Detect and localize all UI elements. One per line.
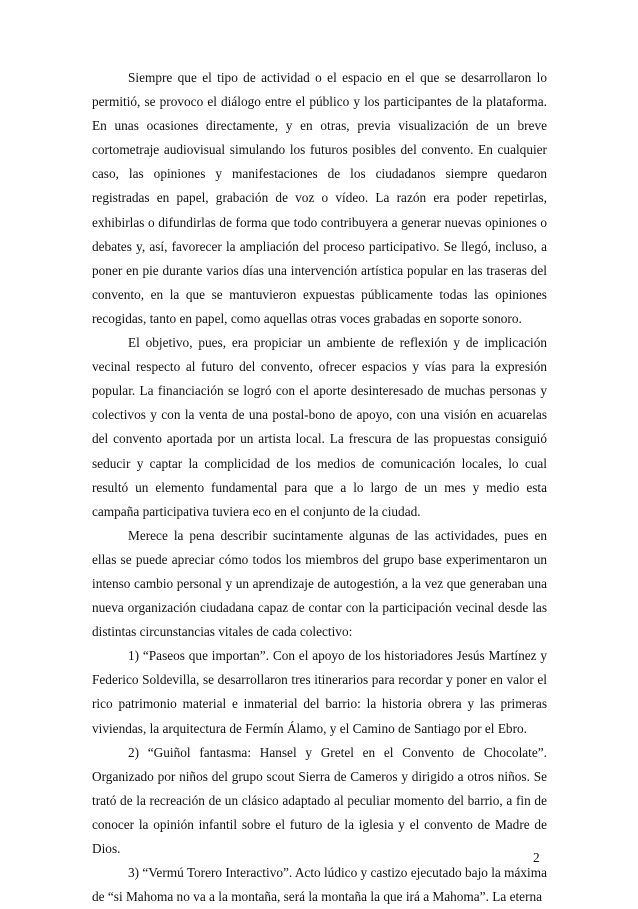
- paragraph-activities-intro: Merece la pena describir sucintamente algunas de las actividades, pues en ellas se puede apreciar cómo todos los miembros del grupo base experimentaron un intenso cambio personal y un aprendizaje de autogestión, a la vez que generaban una nueva organización ciudadana capaz de contar con la participación vecinal desde las distintas circunstancias vitales de cada colectivo:: [92, 527, 547, 640]
- paragraph-participation-dialogue: Siempre que el tipo de actividad o el espacio en el que se desarrollaron lo permitió, se provoco el diálogo entre el público y los participantes de la plataforma. En unas ocasiones directamente, y en otras, previa visualización de un breve cortometraje audiovisual simulando los futuros posibles del convento. En cualquier caso, las opiniones y manifestaciones de los ciudadanos siempre quedaron registradas en papel, grabación de voz o vídeo. La razón era poder repetirlas, exhibirlas o difundirlas de forma que todo contribuyera a generar nuevas opiniones o debates y, así, favorecer la ampliación del proceso participativo. Se llegó, incluso, a poner en pie durante varios días una intervención artística popular en las traseras del convento, en la que se mantuvieron expuestas públicamente todas las opiniones recogidas, tanto en papel, como aquellas otras voces grabadas en soporte sonoro.: [92, 70, 547, 326]
- paragraph-objective: El objetivo, pues, era propiciar un ambiente de reflexión y de implicación vecinal respecto al futuro del convento, ofrecer espacios y vías para la expresión popular. La financiación se logró con el aporte desinteresado de muchas personas y colectivos y con la venta de una postal-bono de apoyo, con una visión en acuarelas del convento aportada por un artista local. La frescura de las propuestas consiguió seducir y captar la complicidad de los medios de comunicación locales, lo cual resultó un elemento fundamental para que a lo largo de un mes y medio esta campaña participativa tuviera eco en el conjunto de la ciudad.: [92, 335, 547, 519]
- paragraph-activity-3: 3) “Vermú Torero Interactivo”. Acto lúdico y castizo ejecutado bajo la máxima de “si Mahoma no va a la montaña, será la montaña la que irá a Mahoma”. La eterna: [92, 865, 547, 905]
- paragraph-activity-1: 1) “Paseos que importan”. Con el apoyo de los historiadores Jesús Martínez y Federico Soldevilla, se desarrollaron tres itinerarios para recordar y poner en valor el rico patrimonio material e inmaterial del barrio: la historia obrera y las primeras viviendas, la arquitectura de Fermín Álamo, y el Camino de Santiago por el Ebro.: [92, 648, 547, 736]
- body-text: [92, 66, 547, 909]
- paragraph-activity-2: 2) “Guiñol fantasma: Hansel y Gretel en el Convento de Chocolate”. Organizado por niños del grupo scout Sierra de Cameros y dirigido a otros niños. Se trató de la recreación de un clásico adaptado al peculiar momento del barrio, a fin de conocer la opinión infantil sobre el futuro de la iglesia y el convento de Madre de Dios.: [92, 744, 547, 856]
- page-number: 2: [533, 850, 540, 865]
